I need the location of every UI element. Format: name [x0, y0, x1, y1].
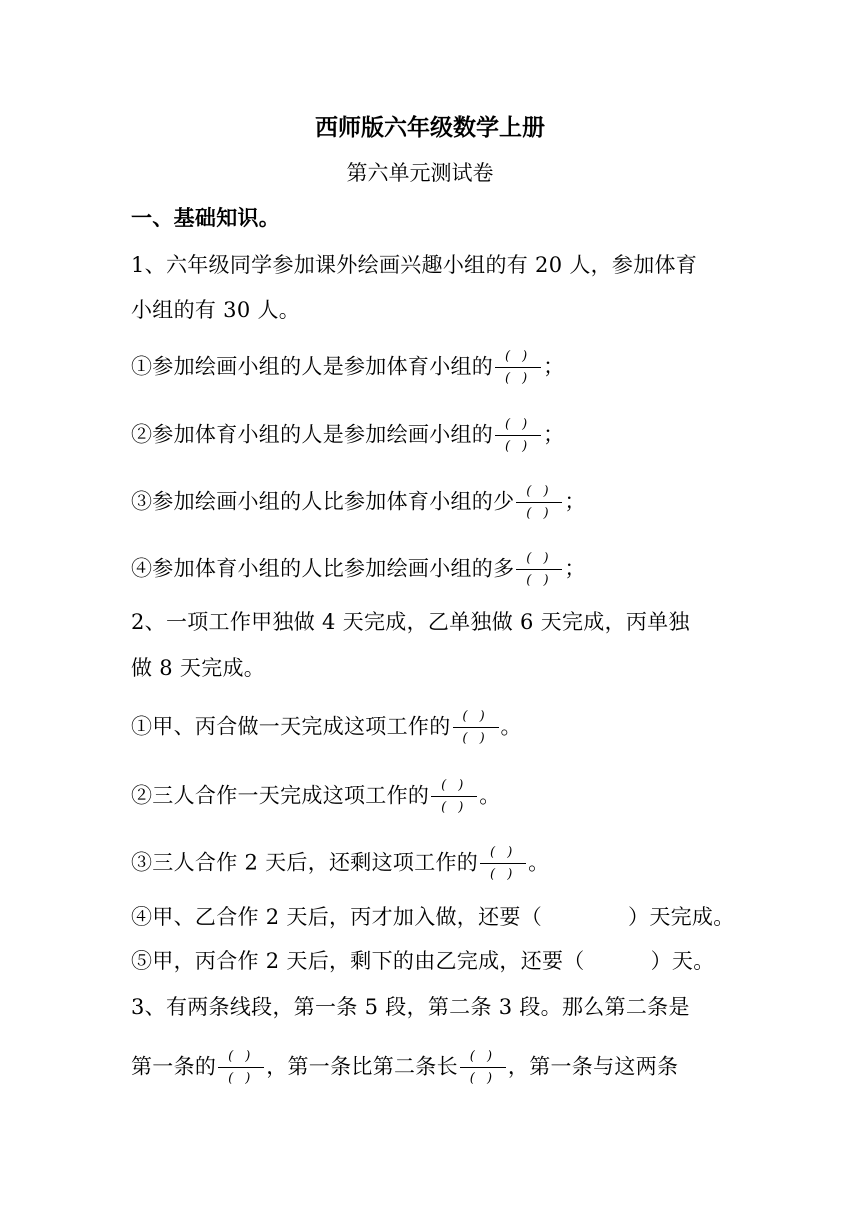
item-text: ③参加绘画小组的人比参加体育小组的少 — [131, 489, 515, 514]
q2-item-2 — [131, 777, 731, 817]
fraction-bar — [218, 1067, 264, 1068]
q2-item-3 — [131, 844, 731, 884]
item-end: ； — [564, 556, 586, 581]
q2-line2: 做 8 天完成。 — [131, 656, 266, 680]
item-text: ④参加体育小组的人比参加绘画小组的多 — [131, 556, 515, 581]
fraction-bar — [480, 863, 526, 864]
q1-line2: 小组的有 30 人。 — [131, 298, 301, 322]
denominator-blank[interactable]: ( ) — [504, 371, 532, 386]
fraction-blank[interactable] — [218, 1048, 264, 1088]
item-text: ①参加绘画小组的人是参加体育小组的 — [131, 354, 494, 379]
item-text-a: ④甲、乙合作 2 天后，丙才加入做，还要（ — [131, 905, 543, 929]
fraction-bar — [495, 367, 541, 368]
q1-item-2 — [131, 416, 731, 456]
denominator-blank[interactable]: ( ) — [489, 867, 517, 882]
fraction-blank[interactable] — [516, 483, 562, 523]
fraction-blank[interactable] — [495, 348, 541, 388]
fraction-blank[interactable] — [431, 777, 477, 817]
denominator-blank[interactable]: ( ) — [526, 573, 553, 588]
q2-item-5 — [131, 946, 731, 976]
fraction-bar — [453, 727, 499, 728]
item-end: 。 — [528, 850, 550, 875]
item-text-b: ）天。 — [650, 949, 715, 973]
fraction-blank[interactable] — [516, 550, 562, 590]
denominator-blank[interactable]: ( ) — [469, 1071, 497, 1086]
numerator-blank[interactable]: ( ) — [228, 1049, 255, 1064]
numerator-blank[interactable]: ( ) — [462, 709, 489, 724]
numerator-blank[interactable]: ( ) — [469, 1049, 497, 1064]
item-text-b: ）天完成。 — [628, 905, 735, 929]
item-end: 。 — [500, 714, 522, 739]
page-title: 西师版六年级数学上册 — [315, 115, 545, 141]
q1-line1: 1、六年级同学参加课外绘画兴趣小组的有 20 人，参加体育 — [131, 253, 698, 277]
fraction-bar — [460, 1067, 506, 1068]
denominator-blank[interactable]: ( ) — [526, 506, 553, 521]
denominator-blank[interactable]: ( ) — [504, 439, 532, 454]
q2-item-4 — [131, 902, 735, 932]
numerator-blank[interactable]: ( ) — [526, 484, 553, 499]
numerator-blank[interactable]: ( ) — [526, 551, 553, 566]
numerator-blank[interactable]: ( ) — [441, 778, 468, 793]
item-end: ； — [543, 422, 565, 447]
q3-line1: 3、有两条线段，第一条 5 段，第二条 3 段。那么第二条是 — [131, 995, 690, 1019]
fraction-bar — [516, 569, 562, 570]
numerator-blank[interactable]: ( ) — [504, 349, 532, 364]
item-text: ③三人合作 2 天后，还剩这项工作的 — [131, 850, 479, 875]
fraction-blank[interactable] — [453, 708, 499, 748]
section-heading: 一、基础知识。 — [131, 206, 281, 230]
item-text: ①甲、丙合做一天完成这项工作的 — [131, 714, 451, 739]
item-text: ②三人合作一天完成这项工作的 — [131, 783, 430, 808]
q1-item-3 — [131, 483, 731, 523]
q1-item-4 — [131, 550, 731, 590]
numerator-blank[interactable]: ( ) — [489, 845, 517, 860]
numerator-blank[interactable]: ( ) — [504, 417, 532, 432]
item-text-a: ⑤甲，丙合作 2 天后，剩下的由乙完成，还要（ — [131, 949, 585, 973]
fraction-bar — [431, 796, 477, 797]
item-end: ； — [564, 489, 586, 514]
item-text: ②参加体育小组的人是参加绘画小组的 — [131, 422, 494, 447]
item-text-b: ，第一条比第二条长 — [266, 1054, 458, 1079]
item-text-a: 第一条的 — [131, 1054, 217, 1079]
denominator-blank[interactable]: ( ) — [441, 800, 468, 815]
denominator-blank[interactable]: ( ) — [462, 731, 489, 746]
fraction-bar — [495, 435, 541, 436]
q2-line1: 2、一项工作甲独做 4 天完成，乙单独做 6 天完成，丙单独 — [131, 610, 690, 634]
page-subtitle: 第六单元测试卷 — [346, 161, 494, 185]
denominator-blank[interactable]: ( ) — [228, 1071, 255, 1086]
q1-item-1 — [131, 348, 731, 388]
item-end: 。 — [479, 783, 501, 808]
fraction-blank[interactable] — [460, 1048, 506, 1088]
q3-line2 — [131, 1048, 731, 1088]
fraction-bar — [516, 502, 562, 503]
q2-item-1 — [131, 708, 731, 748]
fraction-blank[interactable] — [480, 844, 526, 884]
item-end: ； — [543, 354, 565, 379]
item-text-c: ，第一条与这两条 — [507, 1054, 679, 1079]
fraction-blank[interactable] — [495, 416, 541, 456]
